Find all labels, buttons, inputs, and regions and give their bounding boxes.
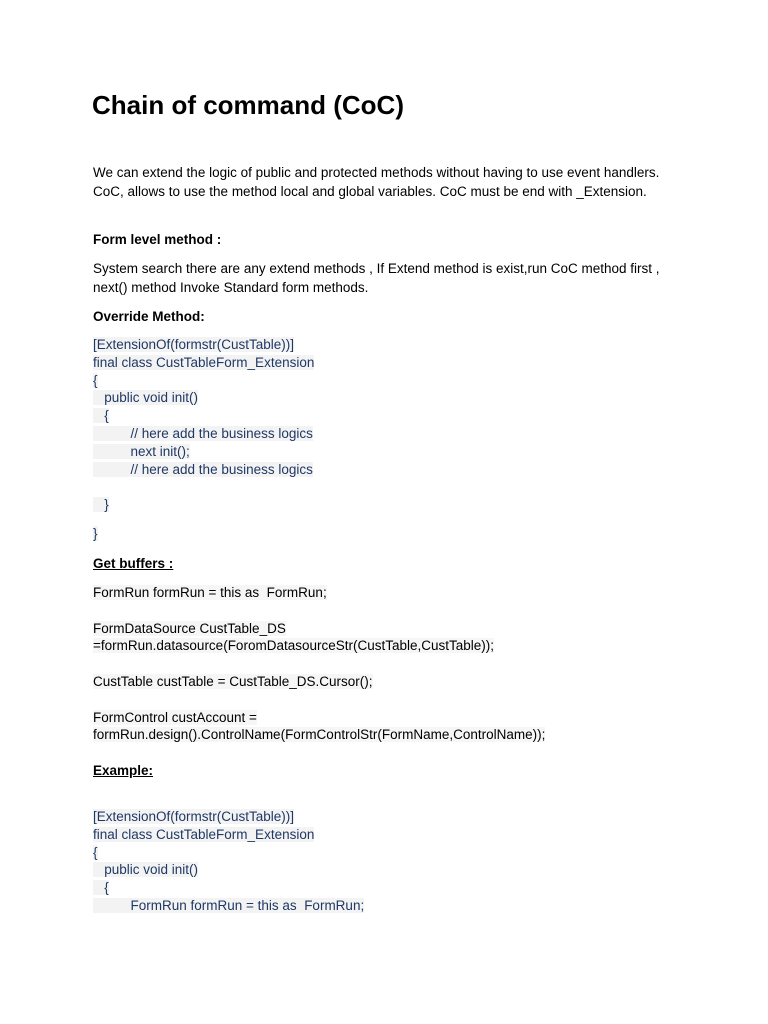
code-line: // here add the business logics [93,461,313,477]
form-level-heading: Form level method : [93,232,222,247]
override-code-block [93,336,314,514]
override-code-closing [93,525,98,543]
code-line-blank [93,478,314,496]
code-line: [ExtensionOf(formstr(CustTable))] [93,337,295,352]
code-line: next init(); [93,443,190,459]
get-buffers-heading: Get buffers : [93,556,174,571]
code-line: =formRun.datasource(ForomDatasourceStr(CustTable,CustTable)); [93,638,495,654]
buffers-code-block [93,584,545,744]
page-title: Chain of command (CoC) [92,90,404,120]
intro-paragraph: We can extend the logic of public and protected methods without having to use event handlers. CoC, allows to use the method local and global variables. CoC must be end with _Extension. [93,165,660,199]
code-line: { [93,844,98,860]
code-line: final class CustTableForm_Extension [93,826,315,842]
override-heading: Override Method: [93,309,205,324]
code-line: { [93,372,98,388]
code-line-blank [93,691,545,709]
code-line: CustTable custTable = CustTable_DS.Cursor(); [93,673,373,689]
code-line: public void init() [93,862,199,878]
code-line-blank [93,655,545,673]
code-line-blank [93,602,545,620]
code-line: FormRun formRun = this as FormRun; [93,585,327,600]
code-line: FormDataSource CustTable_DS [93,620,286,636]
code-line: } [93,526,98,541]
code-line: FormControl custAccount = [93,709,257,725]
example-code-block [93,808,364,915]
code-line: // here add the business logics [93,425,313,441]
code-line: final class CustTableForm_Extension [93,354,315,370]
form-level-paragraph: System search there are any extend methods , If Extend method is exist,run CoC method first , next() method Invoke Standard form methods. [93,261,660,295]
code-line: FormRun formRun = this as FormRun; [93,897,365,913]
code-line: { [93,408,109,424]
code-line: public void init() [93,390,199,406]
code-line: formRun.design().ControlName(FormControlStr(FormName,ControlName)); [93,727,546,743]
example-heading: Example: [93,763,154,778]
code-line: } [93,497,109,513]
code-line: [ExtensionOf(formstr(CustTable))] [93,809,295,824]
code-line: { [93,880,109,896]
